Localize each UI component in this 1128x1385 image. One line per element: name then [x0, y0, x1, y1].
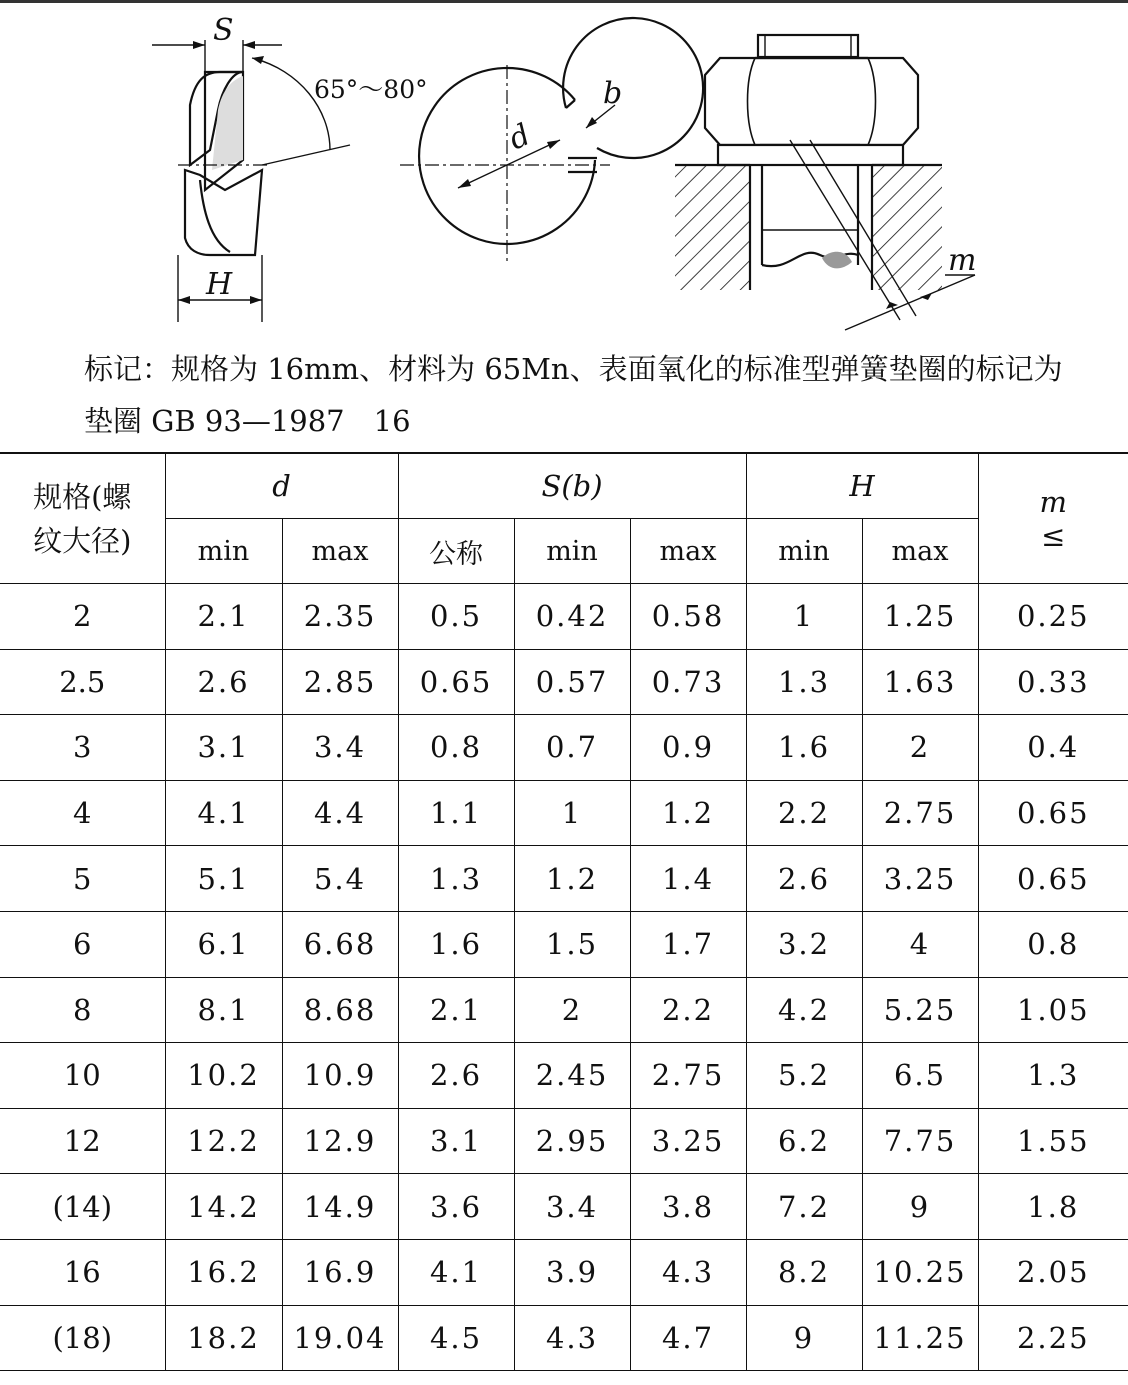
assembly-view	[675, 35, 975, 330]
table-cell: 6.68	[282, 911, 398, 977]
table-cell: 2.05	[978, 1239, 1128, 1305]
table-cell: 8.2	[746, 1239, 862, 1305]
table-cell: 2.2	[746, 780, 862, 846]
header-d-min: min	[165, 519, 282, 584]
table-body	[0, 584, 1128, 1371]
table-cell: 0.58	[630, 584, 746, 650]
table-cell: (14)	[0, 1174, 165, 1240]
table-cell: 2.6	[746, 846, 862, 912]
table-row	[0, 977, 1128, 1043]
table-cell: 2.75	[862, 780, 978, 846]
header-d-max: max	[282, 519, 398, 584]
table-cell: 3.1	[398, 1108, 514, 1174]
table-cell: 2.6	[398, 1043, 514, 1109]
table-cell: 16.2	[165, 1239, 282, 1305]
header-h-min: min	[746, 519, 862, 584]
header-sb: S(b)	[398, 453, 746, 519]
table-cell: 4.3	[630, 1239, 746, 1305]
table-cell: 0.65	[398, 649, 514, 715]
table-cell: 1	[746, 584, 862, 650]
table-cell: 2.75	[630, 1043, 746, 1109]
table-cell: 1.3	[398, 846, 514, 912]
table-cell: 8.68	[282, 977, 398, 1043]
table-cell: 14.2	[165, 1174, 282, 1240]
table-cell: 1.3	[978, 1043, 1128, 1109]
table-cell: 4.5	[398, 1305, 514, 1371]
table-cell: 10.9	[282, 1043, 398, 1109]
label-b: b	[603, 76, 623, 111]
spring-washer-drawing	[0, 0, 1128, 345]
table-cell: 4.4	[282, 780, 398, 846]
table-cell: 0.7	[514, 715, 630, 781]
table-row	[0, 1043, 1128, 1109]
table-cell: 0.42	[514, 584, 630, 650]
table-cell: 4.1	[165, 780, 282, 846]
table-row	[0, 911, 1128, 977]
table-cell: 16.9	[282, 1239, 398, 1305]
table-cell: 3.1	[165, 715, 282, 781]
table-cell: 0.5	[398, 584, 514, 650]
table-cell: 6.2	[746, 1108, 862, 1174]
table-cell: 2.6	[165, 649, 282, 715]
table-cell: 5.25	[862, 977, 978, 1043]
table-cell: 8	[0, 977, 165, 1043]
table-cell: 2.35	[282, 584, 398, 650]
table-cell: 2	[862, 715, 978, 781]
table-cell: 5.1	[165, 846, 282, 912]
table-cell: 8.1	[165, 977, 282, 1043]
table-cell: 10.25	[862, 1239, 978, 1305]
table-cell: 5.4	[282, 846, 398, 912]
table-cell: 1.25	[862, 584, 978, 650]
table-cell: 19.04	[282, 1305, 398, 1371]
table-cell: 9	[862, 1174, 978, 1240]
table-cell: 3.8	[630, 1174, 746, 1240]
table-cell: 2.85	[282, 649, 398, 715]
label-h: H	[206, 267, 233, 302]
table-cell: 4.7	[630, 1305, 746, 1371]
table-cell: 1.05	[978, 977, 1128, 1043]
label-m: m	[948, 243, 977, 278]
header-h-max: max	[862, 519, 978, 584]
table-cell: 4.3	[514, 1305, 630, 1371]
table-cell: 6.1	[165, 911, 282, 977]
table-cell: 4	[0, 780, 165, 846]
header-spec-line2: 纹大径)	[33, 523, 132, 558]
table-cell: 2.1	[165, 584, 282, 650]
table-cell: 3.25	[630, 1108, 746, 1174]
header-sb-nominal: 公称	[398, 519, 514, 584]
table-row	[0, 715, 1128, 781]
table-cell: 6	[0, 911, 165, 977]
label-d: d	[503, 117, 536, 158]
table-cell: 2	[514, 977, 630, 1043]
table-cell: 0.4	[978, 715, 1128, 781]
table-cell: 2.5	[0, 649, 165, 715]
table-row	[0, 1108, 1128, 1174]
table-cell: 0.8	[978, 911, 1128, 977]
table-cell: 2.95	[514, 1108, 630, 1174]
table-row	[0, 780, 1128, 846]
table-cell: 0.73	[630, 649, 746, 715]
washer-top-view	[400, 18, 703, 265]
table-cell: 1.8	[978, 1174, 1128, 1240]
table-cell: 1.2	[630, 780, 746, 846]
table-row	[0, 1305, 1128, 1371]
header-spec-line1: 规格(螺	[33, 479, 132, 514]
header-d: d	[165, 453, 398, 519]
table-cell: 12.2	[165, 1108, 282, 1174]
table-cell: 1.1	[398, 780, 514, 846]
table-row	[0, 846, 1128, 912]
table-cell: 2.2	[630, 977, 746, 1043]
table-cell: 5.2	[746, 1043, 862, 1109]
table-cell: 1.6	[746, 715, 862, 781]
table-cell: 12.9	[282, 1108, 398, 1174]
table-cell: 7.2	[746, 1174, 862, 1240]
label-angle: 65°～80°	[314, 75, 428, 104]
table-cell: 0.8	[398, 715, 514, 781]
table-cell: 1.4	[630, 846, 746, 912]
marking-note-line-1: 标记：规格为 16mm、材料为 65Mn、表面氧化的标准型弹簧垫圈的标记为	[84, 352, 1063, 386]
table-cell: 6.5	[862, 1043, 978, 1109]
table-cell: 0.9	[630, 715, 746, 781]
table-cell: 11.25	[862, 1305, 978, 1371]
table-cell: 3.25	[862, 846, 978, 912]
table-cell: 3.4	[282, 715, 398, 781]
table-cell: 5	[0, 846, 165, 912]
table-cell: 4.1	[398, 1239, 514, 1305]
table-cell: (18)	[0, 1305, 165, 1371]
table-cell: 2.25	[978, 1305, 1128, 1371]
marking-note-line-2: 垫圈 GB 93—1987 16	[84, 404, 411, 438]
table-cell: 3.2	[746, 911, 862, 977]
header-m	[978, 453, 1128, 584]
table-cell: 1.7	[630, 911, 746, 977]
table-cell: 1.5	[514, 911, 630, 977]
table-cell: 0.33	[978, 649, 1128, 715]
table-cell: 2.1	[398, 977, 514, 1043]
table-cell: 14.9	[282, 1174, 398, 1240]
table-cell: 1	[514, 780, 630, 846]
table-cell: 0.65	[978, 780, 1128, 846]
table-cell: 1.6	[398, 911, 514, 977]
table-cell: 3.9	[514, 1239, 630, 1305]
table-cell: 4	[862, 911, 978, 977]
table-cell: 16	[0, 1239, 165, 1305]
table-cell: 0.25	[978, 584, 1128, 650]
table-cell: 0.57	[514, 649, 630, 715]
table-cell: 1.55	[978, 1108, 1128, 1174]
table-cell: 3	[0, 715, 165, 781]
header-spec	[0, 453, 165, 584]
table-cell: 7.75	[862, 1108, 978, 1174]
header-m-symbol: m	[1039, 484, 1068, 519]
table-cell: 1.3	[746, 649, 862, 715]
header-m-sub: ≤	[1041, 518, 1066, 553]
table-cell: 1.63	[862, 649, 978, 715]
table-cell: 4.2	[746, 977, 862, 1043]
table-row	[0, 1174, 1128, 1240]
table-cell: 9	[746, 1305, 862, 1371]
table-cell: 1.2	[514, 846, 630, 912]
table-cell: 10.2	[165, 1043, 282, 1109]
label-s: S	[213, 13, 234, 48]
table-cell: 12	[0, 1108, 165, 1174]
table-row	[0, 584, 1128, 650]
table-cell: 0.65	[978, 846, 1128, 912]
table-cell: 3.6	[398, 1174, 514, 1240]
header-h: H	[746, 453, 978, 519]
table-cell: 2	[0, 584, 165, 650]
header-sb-max: max	[630, 519, 746, 584]
table-cell: 10	[0, 1043, 165, 1109]
header-sb-min: min	[514, 519, 630, 584]
table-cell: 18.2	[165, 1305, 282, 1371]
table-cell: 3.4	[514, 1174, 630, 1240]
table-row	[0, 649, 1128, 715]
table-cell: 2.45	[514, 1043, 630, 1109]
table-row	[0, 1239, 1128, 1305]
spring-washer-spec-table	[0, 452, 1128, 1371]
